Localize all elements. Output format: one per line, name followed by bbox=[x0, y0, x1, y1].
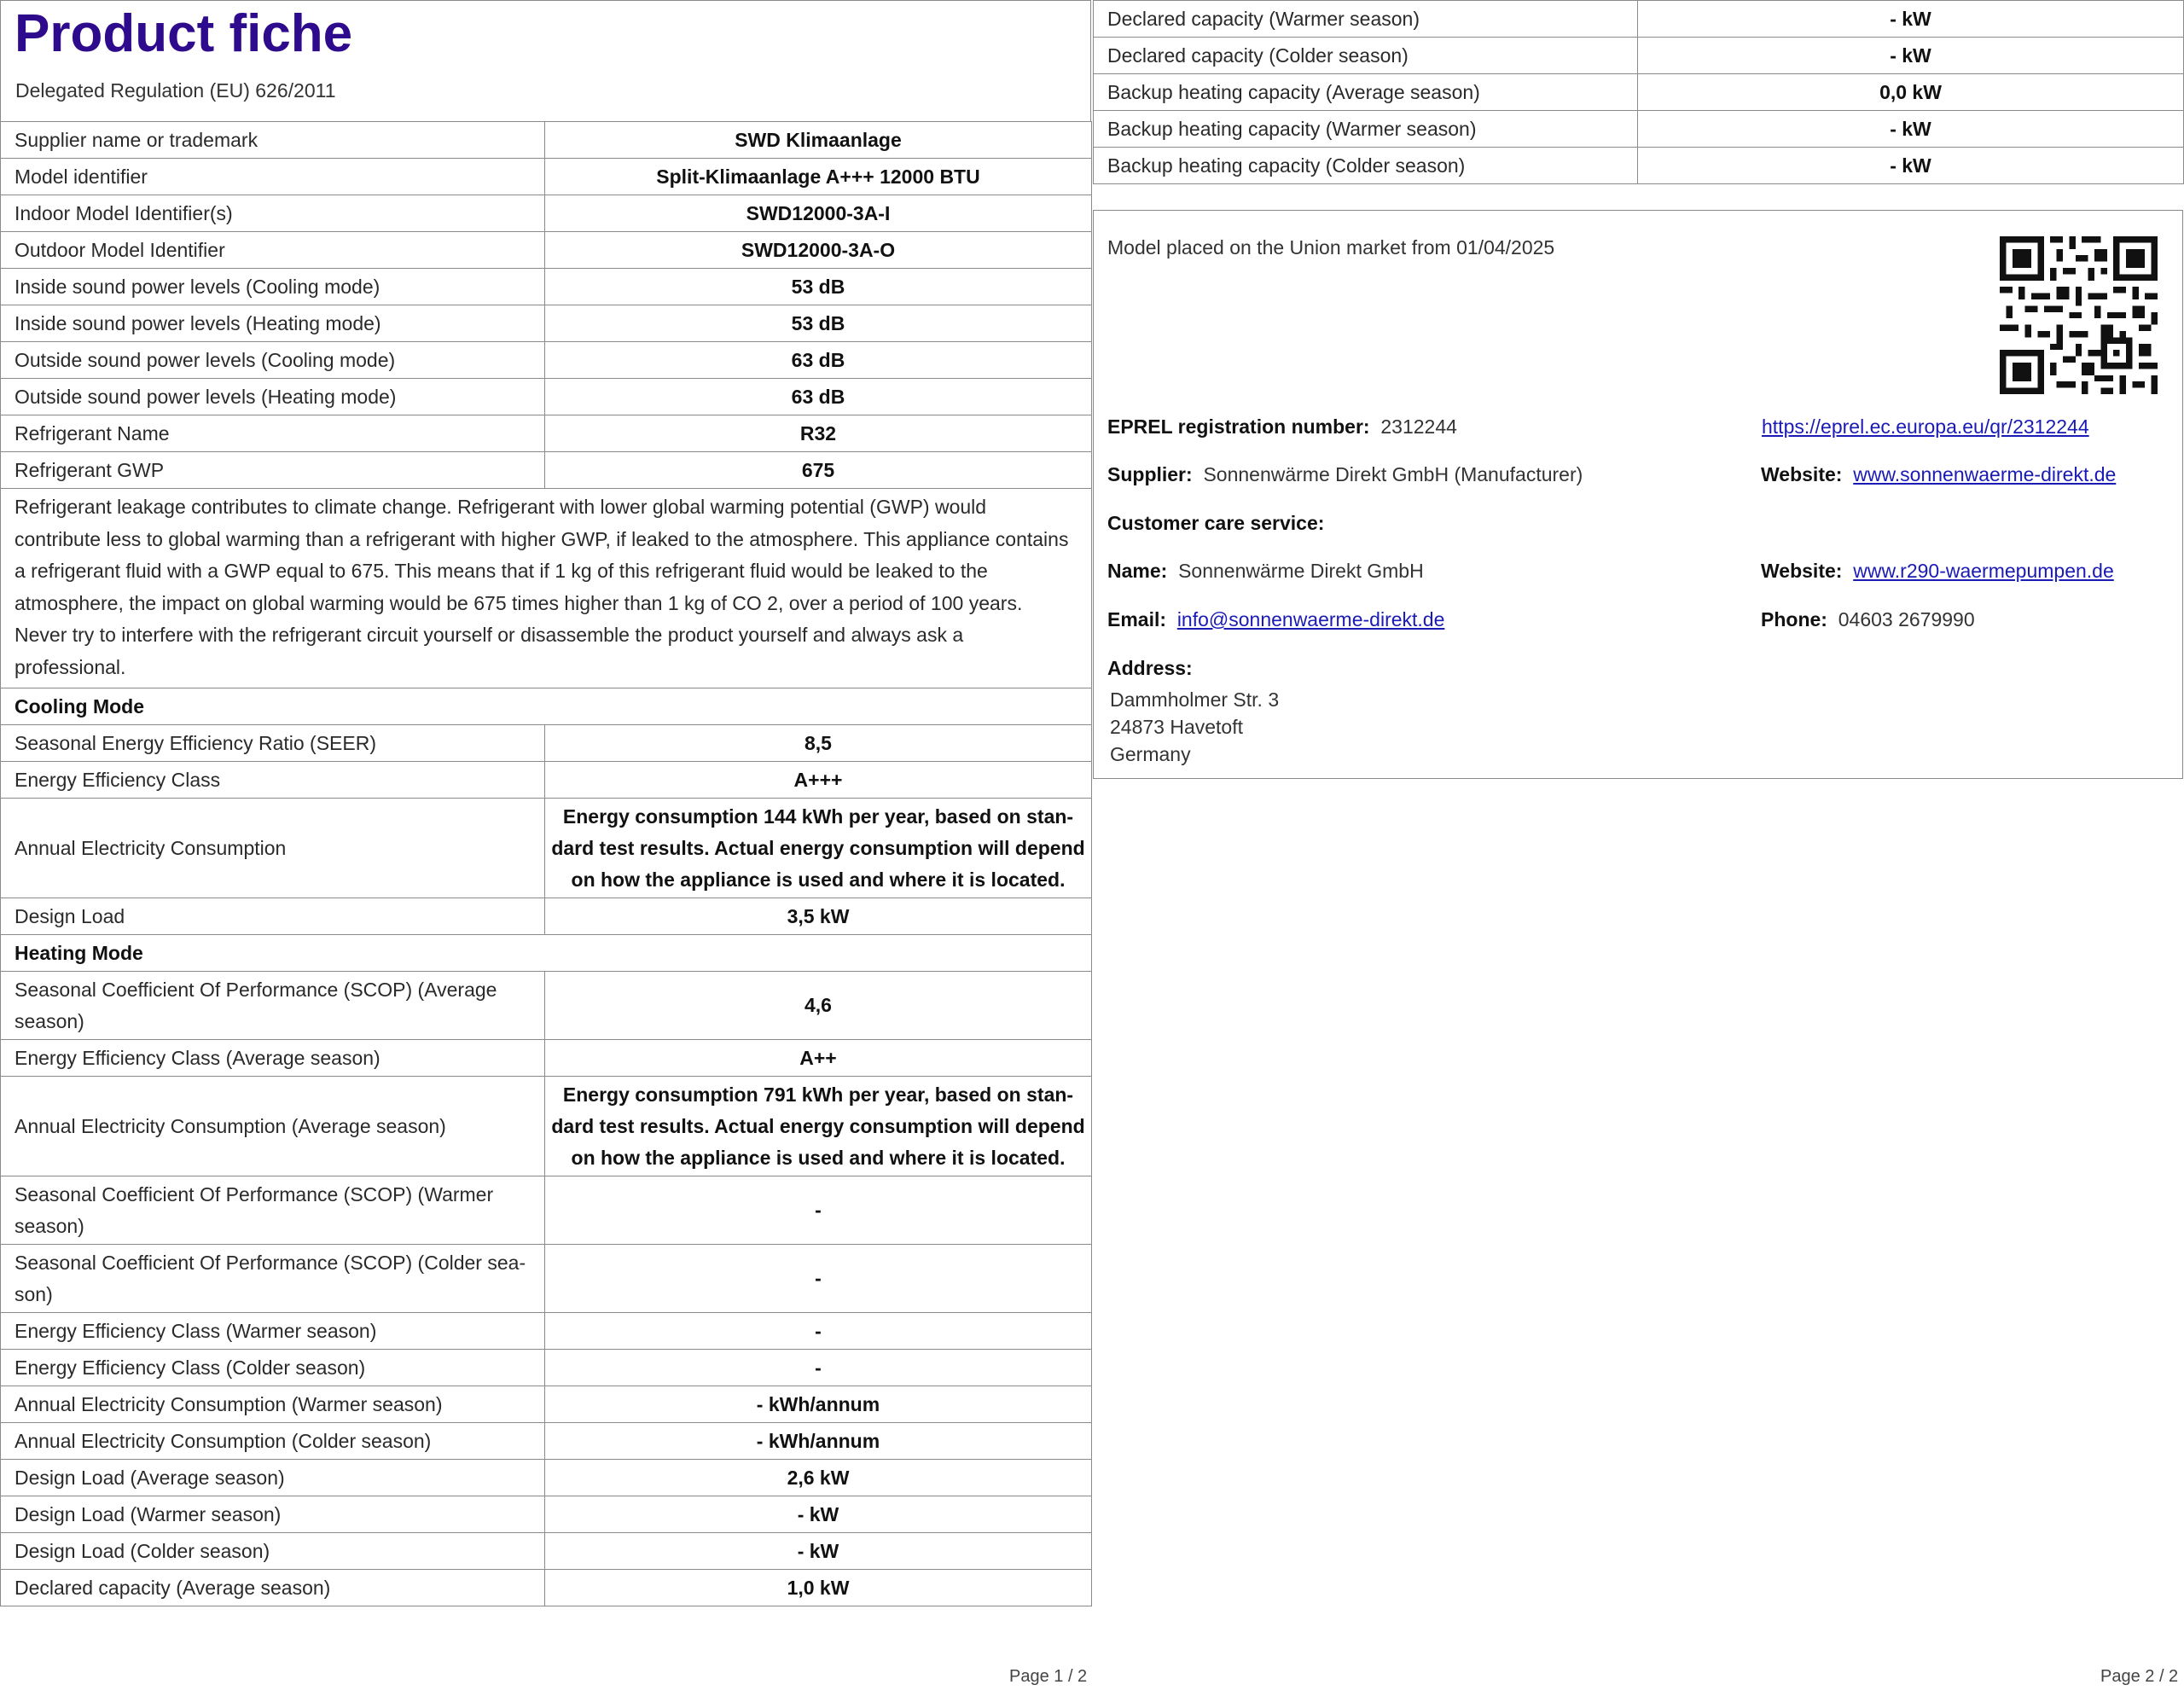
table-row bbox=[1, 1386, 1092, 1422]
cooling-mode-heading: Cooling Mode bbox=[1, 688, 1092, 724]
table-row bbox=[1, 1459, 1092, 1496]
address-label: Address: bbox=[1107, 657, 1193, 679]
table-row bbox=[1, 934, 1092, 971]
row-label: Energy Efficiency Class (Warmer season) bbox=[1, 1312, 545, 1349]
capacity-rows bbox=[1094, 1, 2184, 184]
name-label: Name: bbox=[1107, 560, 1168, 582]
row-label: Backup heating capacity (Colder season) bbox=[1094, 148, 1638, 184]
table-row bbox=[1, 1349, 1092, 1386]
table-row bbox=[1, 1176, 1092, 1244]
row-value: Split-Klimaanlage A+++ 12000 BTU bbox=[545, 159, 1092, 195]
table-row bbox=[1, 122, 1092, 159]
supplier-row bbox=[1107, 463, 1583, 486]
supplier-label: Supplier: bbox=[1107, 463, 1193, 485]
table-row bbox=[1, 159, 1092, 195]
row-label: Annual Electricity Consumption (Warmer season) bbox=[1, 1386, 545, 1422]
table-row bbox=[1, 452, 1092, 489]
page-1 bbox=[0, 0, 1091, 1606]
row-value: - kW bbox=[1638, 148, 2184, 184]
row-value: R32 bbox=[545, 415, 1092, 452]
phone-row bbox=[1761, 608, 1975, 631]
table-row bbox=[1, 898, 1092, 934]
page-2 bbox=[1093, 0, 2183, 765]
row-value: 63 dB bbox=[545, 342, 1092, 379]
table-row bbox=[1, 1244, 1092, 1312]
website-label: Website: bbox=[1761, 463, 1843, 485]
qr-code-icon bbox=[2000, 236, 2158, 394]
page-title: Product fiche bbox=[15, 4, 353, 63]
row-value: - bbox=[545, 1349, 1092, 1386]
row-value: - kWh/annum bbox=[545, 1386, 1092, 1422]
row-label: Annual Electricity Consumption bbox=[1, 798, 545, 898]
row-value: SWD12000-3A-O bbox=[545, 232, 1092, 269]
care-website-link[interactable]: www.r290-waermepumpen.de bbox=[1853, 560, 2114, 582]
row-value: 3,5 kW bbox=[545, 898, 1092, 934]
phone-label: Phone: bbox=[1761, 608, 1827, 630]
phone-value: 04603 2679990 bbox=[1838, 608, 1975, 630]
name-value: Sonnenwärme Direkt GmbH bbox=[1178, 560, 1424, 582]
customer-care-heading: Customer care service: bbox=[1107, 512, 1325, 534]
row-label: Annual Electricity Consumption (Colder season) bbox=[1, 1422, 545, 1459]
table-row bbox=[1, 1039, 1092, 1076]
table-row bbox=[1094, 38, 2184, 74]
row-value: SWD12000-3A-I bbox=[545, 195, 1092, 232]
row-value: - bbox=[545, 1244, 1092, 1312]
row-value: 63 dB bbox=[545, 379, 1092, 415]
supplier-website-link[interactable]: www.sonnenwaerme-direkt.de bbox=[1853, 463, 2117, 485]
table-row bbox=[1, 1569, 1092, 1606]
row-label: Energy Efficiency Class (Average season) bbox=[1, 1039, 545, 1076]
row-value: A+++ bbox=[545, 761, 1092, 798]
row-value: 675 bbox=[545, 452, 1092, 489]
email-link[interactable]: info@sonnenwaerme-direkt.de bbox=[1176, 608, 1445, 630]
table-row bbox=[1094, 74, 2184, 111]
row-label: Declared capacity (Colder season) bbox=[1094, 38, 1638, 74]
heating-mode-heading: Heating Mode bbox=[1, 934, 1092, 971]
row-label: Declared capacity (Warmer season) bbox=[1094, 1, 1638, 38]
row-label: Outside sound power levels (Cooling mode) bbox=[1, 342, 545, 379]
address-block bbox=[1110, 686, 1279, 768]
row-label: Design Load (Colder season) bbox=[1, 1532, 545, 1569]
heating-heading-section bbox=[1, 934, 1092, 971]
row-value: - kW bbox=[545, 1532, 1092, 1569]
row-label: Indoor Model Identifier(s) bbox=[1, 195, 545, 232]
refrigerant-note: Refrigerant leakage contributes to climate change. Refrigerant with lower global warming potential (GWP) would contribute less to global warming than a refrigerant with higher GWP, if leaked to the atmosphere. This appliance contains a refrigerant fluid with a GWP equal to 675. This means that if 1 kg of this refrigerant fluid would be leaked to the atmosphere, the impact on global warming would be 675 times higher than 1 kg of CO 2, over a period of 100 years. Never try to interfere with the refrigerant circuit yourself or disassemble the product yourself and always ask a professional. bbox=[1, 489, 1092, 688]
table-row bbox=[1, 761, 1092, 798]
supplier-value: Sonnenwärme Direkt GmbH (Manufacturer) bbox=[1203, 463, 1583, 485]
supplier-website-row bbox=[1761, 463, 2116, 486]
row-label: Supplier name or trademark bbox=[1, 122, 545, 159]
row-value: 2,6 kW bbox=[545, 1459, 1092, 1496]
eprel-info-box bbox=[1093, 210, 2183, 779]
eprel-link[interactable]: https://eprel.ec.europa.eu/qr/2312244 bbox=[1762, 415, 2089, 438]
table-row bbox=[1, 232, 1092, 269]
table-row bbox=[1, 305, 1092, 342]
row-value: - bbox=[545, 1312, 1092, 1349]
row-value: 53 dB bbox=[545, 269, 1092, 305]
fiche-header bbox=[0, 0, 1091, 121]
email-row bbox=[1107, 608, 1444, 631]
table-row bbox=[1094, 111, 2184, 148]
table-row bbox=[1, 379, 1092, 415]
row-label: Design Load (Warmer season) bbox=[1, 1496, 545, 1532]
address-line: 24873 Havetoft bbox=[1110, 716, 1244, 738]
row-label: Seasonal Coefficient Of Performance (SCOP) (Warmer season) bbox=[1, 1176, 545, 1244]
table-row bbox=[1094, 148, 2184, 184]
address-line: Germany bbox=[1110, 743, 1191, 765]
name-row bbox=[1107, 560, 1424, 583]
eprel-number: 2312244 bbox=[1380, 415, 1457, 438]
general-rows bbox=[1, 122, 1092, 489]
page-number-1: Page 1 / 2 bbox=[1009, 1667, 1088, 1686]
row-value: 0,0 kW bbox=[1638, 74, 2184, 111]
row-value: 4,6 bbox=[545, 971, 1092, 1039]
table-row bbox=[1, 489, 1092, 688]
row-label: Inside sound power levels (Cooling mode) bbox=[1, 269, 545, 305]
fiche-table bbox=[0, 121, 1092, 1606]
row-label: Seasonal Coefficient Of Performance (SCOP) (Average season) bbox=[1, 971, 545, 1039]
table-row bbox=[1, 688, 1092, 724]
row-value: - kW bbox=[545, 1496, 1092, 1532]
row-label: Inside sound power levels (Heating mode) bbox=[1, 305, 545, 342]
capacity-table bbox=[1093, 0, 2184, 184]
table-row bbox=[1, 798, 1092, 898]
table-row bbox=[1094, 1, 2184, 38]
row-label: Design Load bbox=[1, 898, 545, 934]
eprel-label: EPREL registration number: bbox=[1107, 415, 1370, 438]
row-label: Backup heating capacity (Average season) bbox=[1094, 74, 1638, 111]
row-value: - kW bbox=[1638, 111, 2184, 148]
row-value: SWD Klimaanlage bbox=[545, 122, 1092, 159]
regulation-text: Delegated Regulation (EU) 626/2011 bbox=[15, 79, 336, 102]
row-value: - bbox=[545, 1176, 1092, 1244]
row-label: Design Load (Average season) bbox=[1, 1459, 545, 1496]
eprel-row bbox=[1107, 415, 1457, 439]
row-value: 1,0 kW bbox=[545, 1569, 1092, 1606]
refrigerant-note-section bbox=[1, 489, 1092, 725]
table-row bbox=[1, 1422, 1092, 1459]
page-number-2: Page 2 / 2 bbox=[2100, 1667, 2179, 1686]
row-value: Energy consumption 791 kWh per year, based on stan-dard test results. Actual energy consumption will depend on how the appliance is used and where it is located. bbox=[545, 1076, 1092, 1176]
row-value: - kW bbox=[1638, 38, 2184, 74]
row-value: 53 dB bbox=[545, 305, 1092, 342]
row-label: Backup heating capacity (Warmer season) bbox=[1094, 111, 1638, 148]
cooling-rows bbox=[1, 724, 1092, 934]
row-value: - kWh/annum bbox=[545, 1422, 1092, 1459]
email-label: Email: bbox=[1107, 608, 1167, 630]
row-label: Refrigerant Name bbox=[1, 415, 545, 452]
row-label: Outdoor Model Identifier bbox=[1, 232, 545, 269]
row-label: Model identifier bbox=[1, 159, 545, 195]
row-label: Outside sound power levels (Heating mode) bbox=[1, 379, 545, 415]
market-date-text: Model placed on the Union market from 01/04/2025 bbox=[1107, 236, 1555, 259]
table-row bbox=[1, 1312, 1092, 1349]
row-label: Annual Electricity Consumption (Average season) bbox=[1, 1076, 545, 1176]
table-row bbox=[1, 195, 1092, 232]
row-label: Declared capacity (Average season) bbox=[1, 1569, 545, 1606]
row-label: Energy Efficiency Class (Colder season) bbox=[1, 1349, 545, 1386]
table-row bbox=[1, 724, 1092, 761]
table-row bbox=[1, 342, 1092, 379]
table-row bbox=[1, 269, 1092, 305]
row-label: Seasonal Coefficient Of Performance (SCOP) (Colder sea-son) bbox=[1, 1244, 545, 1312]
table-row bbox=[1, 971, 1092, 1039]
row-label: Energy Efficiency Class bbox=[1, 761, 545, 798]
row-value: 8,5 bbox=[545, 724, 1092, 761]
table-row bbox=[1, 1496, 1092, 1532]
row-label: Seasonal Energy Efficiency Ratio (SEER) bbox=[1, 724, 545, 761]
care-website-row bbox=[1761, 560, 2114, 583]
website-label: Website: bbox=[1761, 560, 1843, 582]
address-line: Dammholmer Str. 3 bbox=[1110, 688, 1280, 711]
row-label: Refrigerant GWP bbox=[1, 452, 545, 489]
row-value: A++ bbox=[545, 1039, 1092, 1076]
table-row bbox=[1, 1076, 1092, 1176]
row-value: - kW bbox=[1638, 1, 2184, 38]
heating-rows bbox=[1, 971, 1092, 1606]
table-row bbox=[1, 1532, 1092, 1569]
row-value: Energy consumption 144 kWh per year, based on stan-dard test results. Actual energy consumption will depend on how the appliance is used and where it is located. bbox=[545, 798, 1092, 898]
table-row bbox=[1, 415, 1092, 452]
